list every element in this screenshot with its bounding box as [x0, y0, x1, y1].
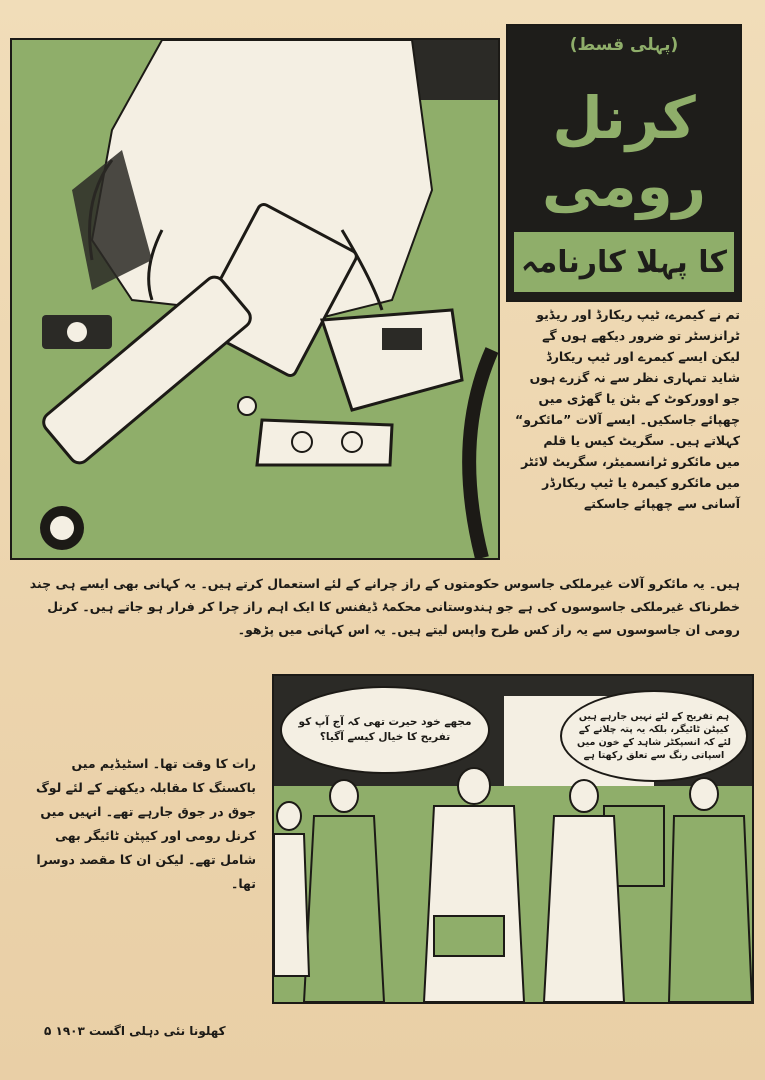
narrative-column: رات کا وقت تھا۔ اسٹیڈیم میں باکسنگ کا مقابلہ دیکھنے کے لئے لوگ جوق در جوق جارہے تھے۔ انہیں میں کرنل رومی اور کیپٹن ٹائیگر بھی شامل تھے۔ لیکن ان کا مقصد دوسرا تھا۔: [35, 756, 256, 891]
tape-recorder-icon: [257, 420, 392, 465]
top-illustration-panel: [10, 38, 500, 560]
story-subtitle: کا پہلا کارنامہ: [521, 244, 727, 280]
speech-bubble-right: ہم تفریح کے لئے نہیں جارہے ہیں کیپٹن ٹائیگر، بلکہ یہ پتہ چلانے کے لئے کہ انسپکٹر شاہد کے خون میں اسپاتی رنگ سے تعلق رکھتا ہے: [560, 690, 748, 782]
story-title: کرنل رومی: [541, 84, 707, 220]
intro-paragraph: تم نے کیمرے، ٹیپ ریکارڈ اور ریڈیو ٹرانزسٹر تو ضرور دیکھے ہوں گے لیکن ایسے کیمرے اور ٹیپ ریکارڈ شاید تمہاری نظر سے نہ گزرے ہوں جو اوورکوٹ کے بٹن یا گھڑی میں چھپائے جاسکیں۔ ایسے آلات ”مائکرو“ کہلاتے ہیں۔ سگریٹ کیس یا قلم میں مائکرو ٹرانسمیٹر، سگریٹ لائٹر میں مائکرو کیمرہ یا ٹیپ ریکارڈر آسانی سے چھپائے جاسکتے: [515, 307, 740, 511]
story-paragraph: ہیں۔ یہ مائکرو آلات غیرملکی جاسوس حکومتوں کے راز چرانے کے لئے استعمال کرتے ہیں۔ یہ کہانی بھی ایسے ہی چند خطرناک غیرملکی جاسوسوں کی ہے جو ہندوستانی محکمۂ ڈیفنس کا ایک اہم راز چرا کر فرار ہو جاتے ہیں۔ کرنل رومی ان جاسوسوں سے یہ راز کس طرح واپس لیتے ہیں۔ یہ اس کہانی میں پڑھو۔: [29, 576, 740, 637]
page-footer: کھلونا نئی دہلی اگست ۱۹۰۳ ۵: [44, 1024, 226, 1038]
speech-bubble-left: مجھے خود حیرت تھی کہ آج آپ کو تفریح کا خیال کیسے آگیا؟: [280, 686, 490, 774]
subtitle-band: [514, 232, 734, 292]
series-label: (پہلی قسط): [569, 35, 679, 55]
hand-pistol-illustration: [12, 40, 498, 558]
micro-camera-icon: [42, 315, 112, 349]
title-block: [506, 24, 742, 302]
